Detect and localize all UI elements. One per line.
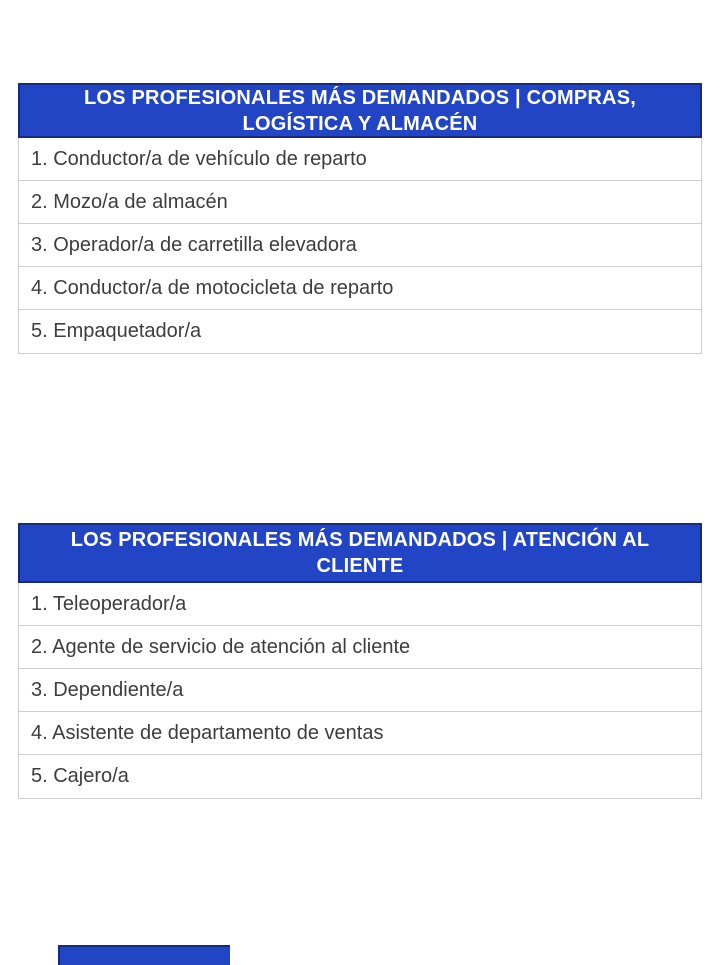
table-row: 1. Teleoperador/a bbox=[19, 583, 701, 626]
table-row: 3. Operador/a de carretilla elevadora bbox=[19, 224, 701, 267]
table-body bbox=[18, 138, 702, 354]
partial-next-table-header bbox=[58, 945, 230, 965]
table-row: 1. Conductor/a de vehículo de reparto bbox=[19, 138, 701, 181]
table-row: 4. Conductor/a de motocicleta de reparto bbox=[19, 267, 701, 310]
table-row: 4. Asistente de departamento de ventas bbox=[19, 712, 701, 755]
table-row: 5. Empaquetador/a bbox=[19, 310, 701, 353]
table-header-atencion-al-cliente: LOS PROFESIONALES MÁS DEMANDADOS | ATENCIÓN AL CLIENTE bbox=[18, 523, 702, 583]
table-body bbox=[18, 583, 702, 799]
table-compras-logistica-almacen bbox=[18, 83, 702, 354]
table-row: 5. Cajero/a bbox=[19, 755, 701, 798]
table-row: 2. Mozo/a de almacén bbox=[19, 181, 701, 224]
table-atencion-al-cliente bbox=[18, 523, 702, 799]
table-row: 3. Dependiente/a bbox=[19, 669, 701, 712]
table-header-compras-logistica-almacen: LOS PROFESIONALES MÁS DEMANDADOS | COMPRAS, LOGÍSTICA Y ALMACÉN bbox=[18, 83, 702, 138]
table-row: 2. Agente de servicio de atención al cliente bbox=[19, 626, 701, 669]
